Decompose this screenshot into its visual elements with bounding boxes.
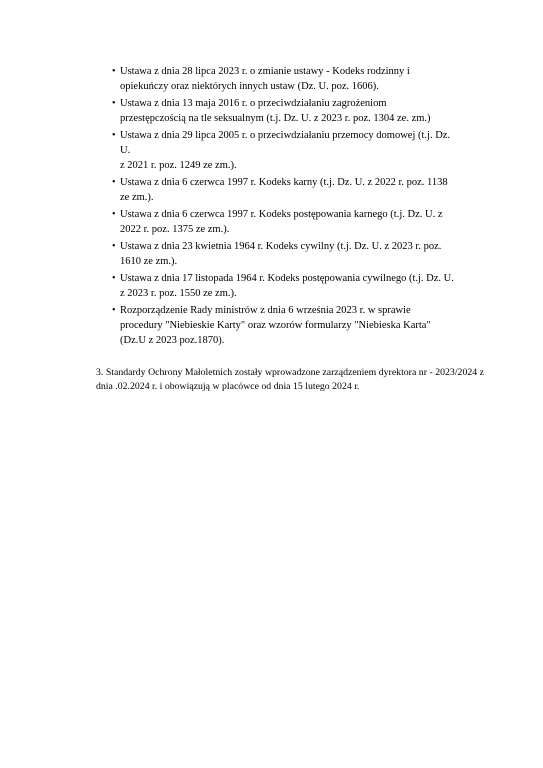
bullet-icon: • [112, 273, 116, 284]
list-item [100, 303, 485, 348]
law-citation: Ustawa z dnia 28 lipca 2023 r. o zmianie ustawy - Kodeks rodzinny i opiekuńczy oraz niektórych innych ustaw (Dz. U. poz. 1606). [120, 66, 410, 92]
bullet-icon: • [112, 177, 116, 188]
list-item [100, 64, 485, 94]
law-citation: Ustawa z dnia 23 kwietnia 1964 r. Kodeks cywilny (t.j. Dz. U. z 2023 r. poz. 1610 ze zm.). [120, 241, 442, 267]
law-citation: Ustawa z dnia 6 czerwca 1997 r. Kodeks karny (t.j. Dz. U. z 2022 r. poz. 1138 ze zm.). [120, 177, 448, 203]
bullet-icon: • [112, 241, 116, 252]
list-item [100, 96, 485, 126]
list-item [100, 239, 485, 269]
law-citation: Rozporządzenie Rady ministrów z dnia 6 września 2023 r. w sprawie procedury "Niebieskie Karty" oraz wzorów formularzy "Niebieska Karta" (Dz.U z 2023 poz.1870). [120, 305, 431, 346]
bullet-icon: • [112, 305, 116, 316]
legal-basis-list [100, 64, 485, 350]
bullet-icon: • [112, 66, 116, 77]
law-citation: Ustawa z dnia 29 lipca 2005 r. o przeciwdziałaniu przemocy domowej (t.j. Dz. U. z 2021 r. poz. 1249 ze zm.). [120, 130, 451, 171]
list-item [100, 271, 485, 301]
bullet-icon: • [112, 209, 116, 220]
law-citation: Ustawa z dnia 6 czerwca 1997 r. Kodeks postępowania karnego (t.j. Dz. U. z 2022 r. poz. 1375 ze zm.). [120, 209, 443, 235]
law-citation: Ustawa z dnia 13 maja 2016 r. o przeciwdziałaniu zagrożeniom przestępczością na tle seksualnym (t.j. Dz. U. z 2023 r. poz. 1304 ze. zm.) [120, 98, 431, 124]
law-citation: Ustawa z dnia 17 listopada 1964 r. Kodeks postępowania cywilnego (t.j. Dz. U. z 2023 r. poz. 1550 ze zm.). [120, 273, 454, 299]
list-item [100, 175, 485, 205]
list-item [100, 128, 485, 173]
bullet-icon: • [112, 130, 116, 141]
standards-paragraph: 3. Standardy Ochrony Małoletnich zostały wprowadzone zarządzeniem dyrektora nr - 2023/2024 z dnia .02.2024 r. i obowiązują w placówce od dnia 15 lutego 2024 r. [96, 367, 484, 392]
list-item [100, 207, 485, 237]
bullet-icon: • [112, 98, 116, 109]
